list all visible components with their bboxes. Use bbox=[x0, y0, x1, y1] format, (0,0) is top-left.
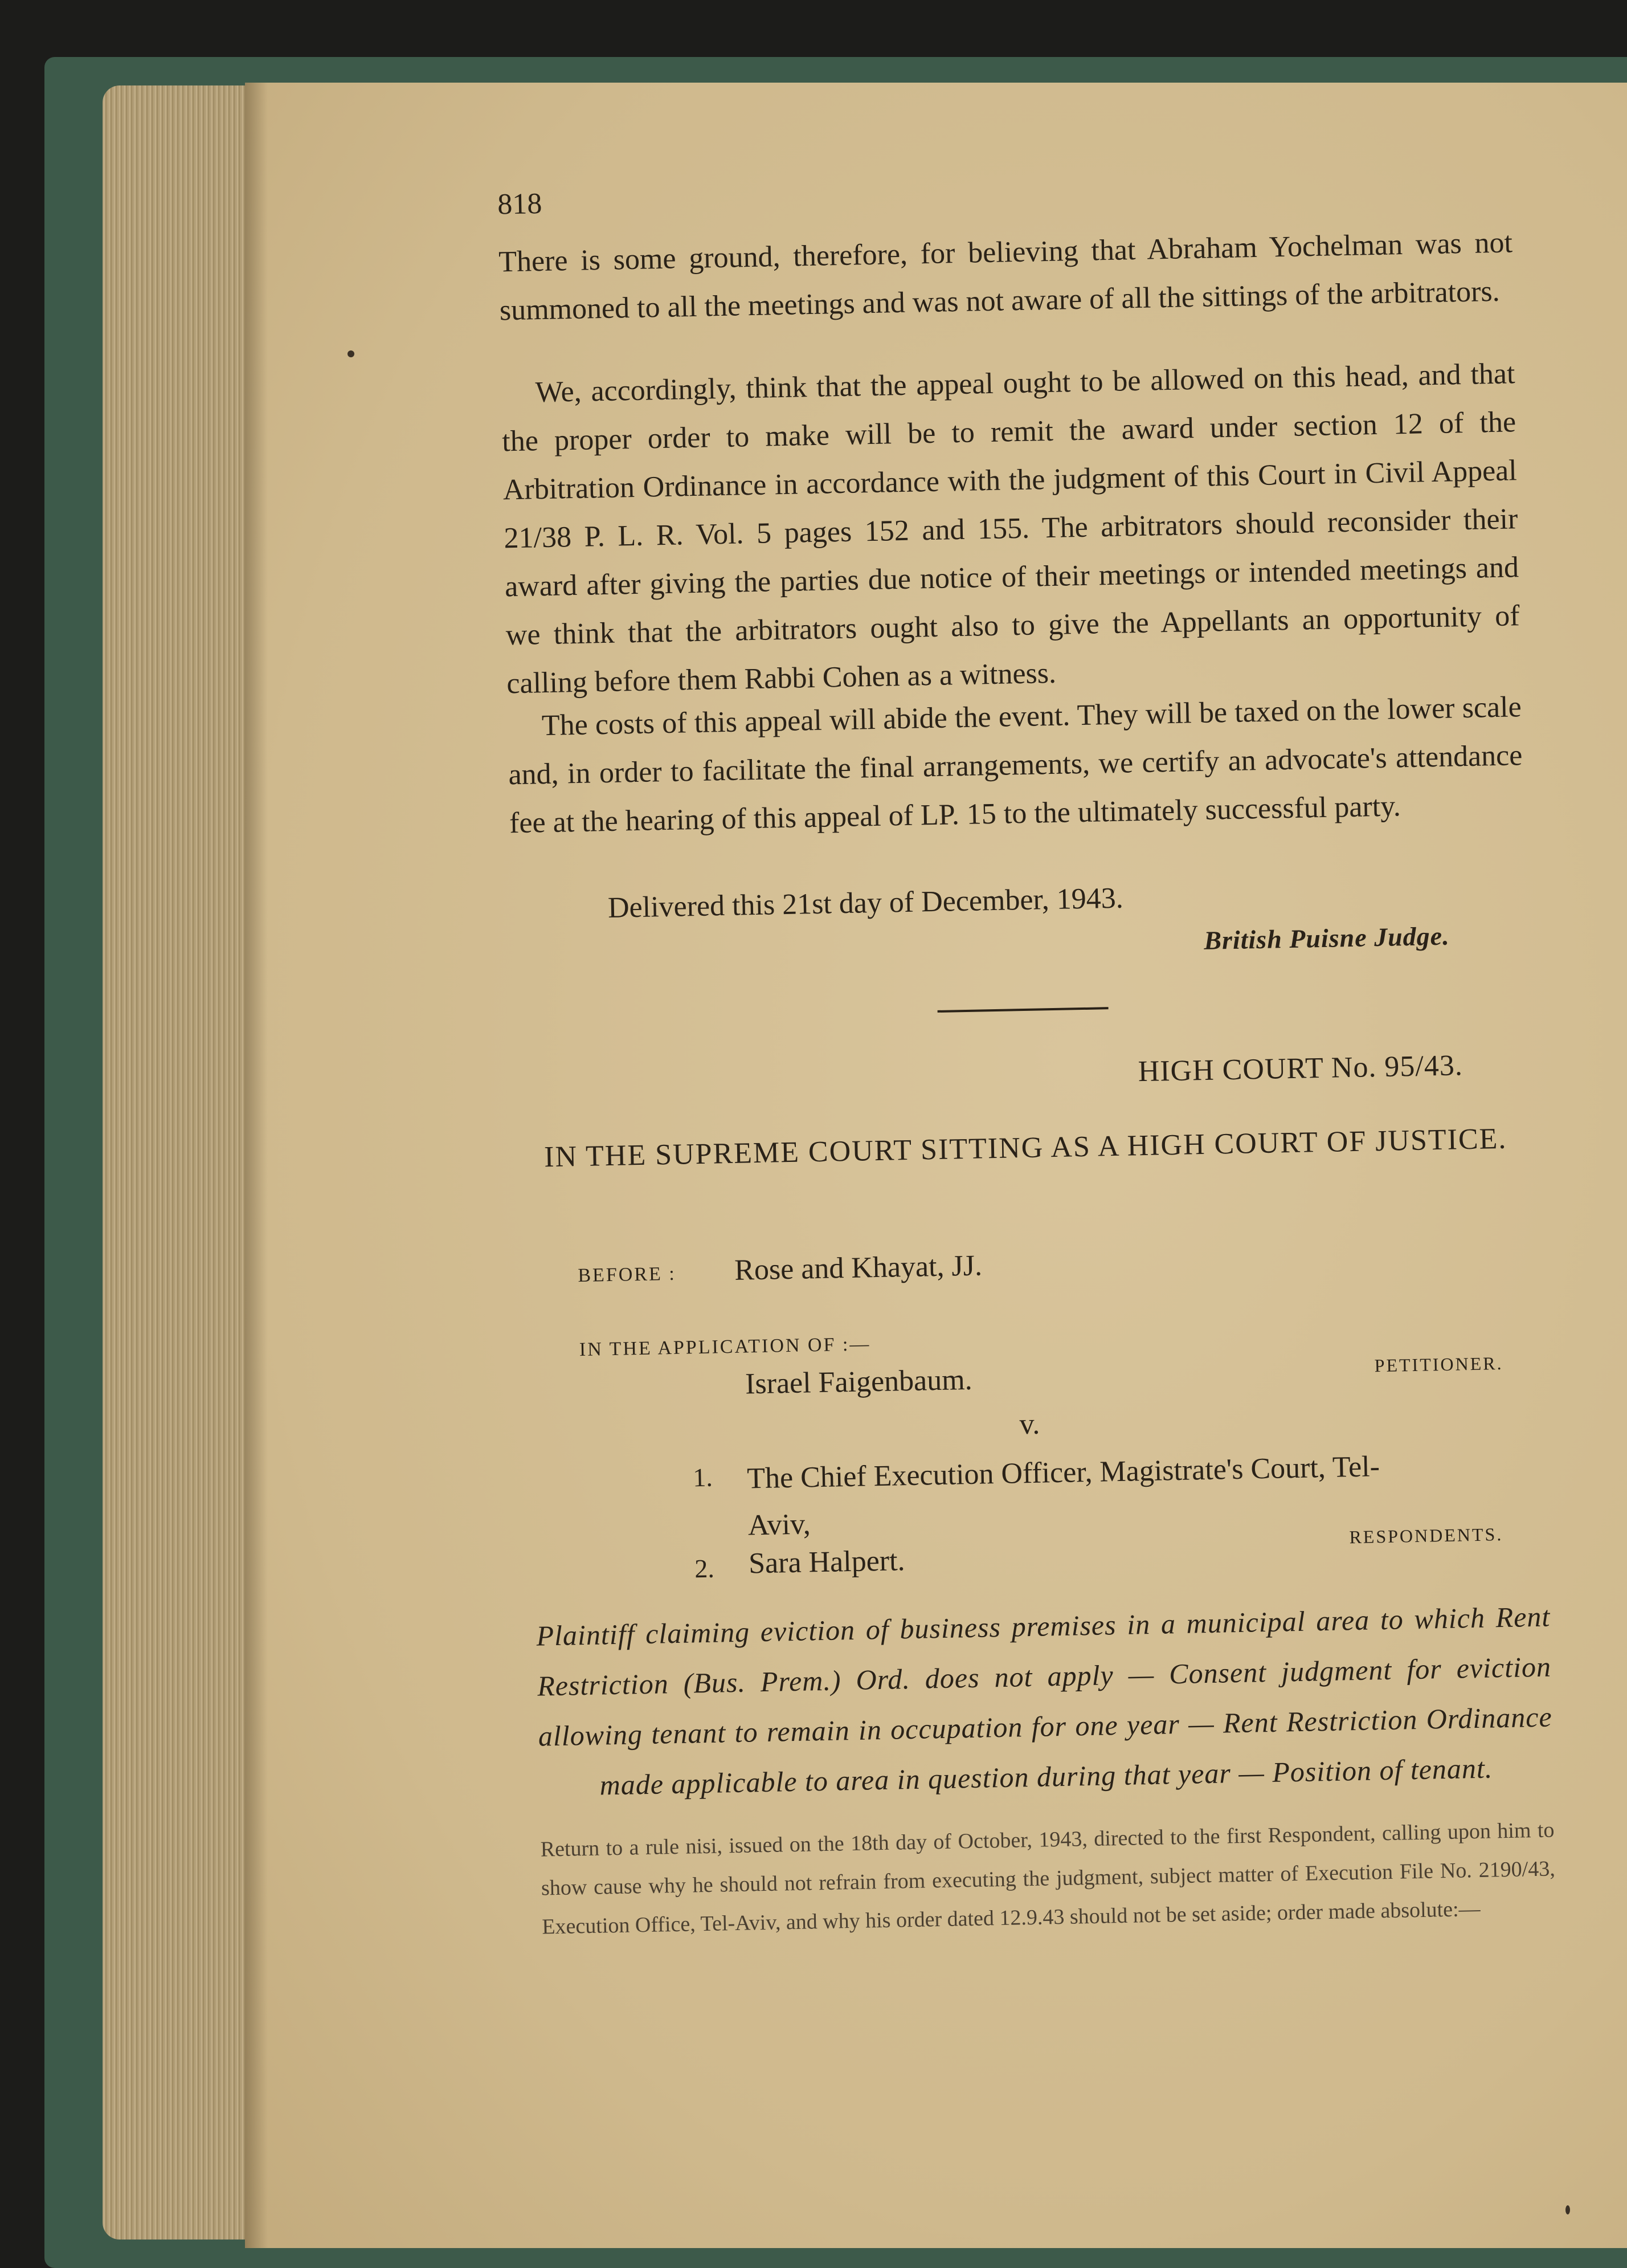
delivered-line: Delivered this 21st day of December, 1943. bbox=[607, 882, 1124, 924]
application-label: IN THE APPLICATION OF :— bbox=[579, 1333, 871, 1361]
petitioner-name: Israel Faigenbaum. bbox=[745, 1363, 973, 1401]
paragraph-3: The costs of this appeal will abide the event. They will be taxed on the lower scale and, in order to facilitate the final arrangements, we certify an advocate's attendance fee at the hearing of this appeal of LP. 15 to the ultimately successful party. bbox=[508, 691, 1523, 840]
versus: v. bbox=[1019, 1408, 1040, 1441]
headnote: Plaintiff claiming eviction of business premises in a municipal area to which Rent Restriction (Bus. Prem.) Ord. does not apply — Consent judgment for eviction allowing tenant to remain in occupation for one year — Rent Restriction Ordinance made applicable to area in question during that year — Position of tenant. bbox=[536, 1600, 1553, 1801]
judges-names: Rose and Khayat, JJ. bbox=[734, 1249, 983, 1287]
case-number: HIGH COURT No. 95/43. bbox=[1138, 1049, 1464, 1088]
paper-speck bbox=[348, 350, 354, 357]
respondent-1-number: 1. bbox=[692, 1462, 713, 1492]
court-heading: IN THE SUPREME COURT SITTING AS A HIGH COURT OF JUSTICE. bbox=[543, 1122, 1507, 1174]
paragraph-1: There is some ground, therefore, for believing that Abraham Yochelman was not summoned to all the meetings and was not aware of all the sittings of the arbitrators. bbox=[498, 226, 1513, 327]
respondents-role: RESPONDENTS. bbox=[1349, 1524, 1503, 1548]
before-label: BEFORE : bbox=[578, 1263, 677, 1287]
judge-signature: British Puisne Judge. bbox=[1203, 921, 1450, 955]
paper-speck bbox=[1565, 2205, 1570, 2214]
petitioner-role: PETITIONER. bbox=[1374, 1352, 1503, 1376]
section-divider bbox=[938, 1007, 1109, 1013]
respondent-1-name: The Chief Execution Officer, Magistrate's Court, Tel-Aviv, bbox=[746, 1450, 1380, 1542]
respondent-2-number: 2. bbox=[694, 1553, 715, 1584]
page-number: 818 bbox=[497, 187, 542, 221]
paragraph-2: We, accordingly, think that the appeal ought to be allowed on this head, and that the proper order to make will be to remit the award under section 12 of the Arbitration Ordinance in accordance with the judgment of this Court in Civil Appeal 21/38 P. L. R. Vol. 5 pages 152 and 155. The arbitrators should reconsider their award after giving the parties due notice of their meetings or intended meetings and we think that the arbitrators ought also to give the Appellants an opportunity of calling before them Rabbi Cohen as a witness. bbox=[501, 357, 1520, 700]
respondent-2-name: Sara Halpert. bbox=[748, 1544, 906, 1580]
return-to-rule: Return to a rule nisi, issued on the 18th day of October, 1943, directed to the first Respondent, calling upon him to show cause why he should not refrain from executing the judgment, subject matter of Execution File No. 2190/43, Execution Office, Tel-Aviv, and why his order dated 12.9.43 should not be set aside; order made absolute:— bbox=[540, 1818, 1556, 1939]
